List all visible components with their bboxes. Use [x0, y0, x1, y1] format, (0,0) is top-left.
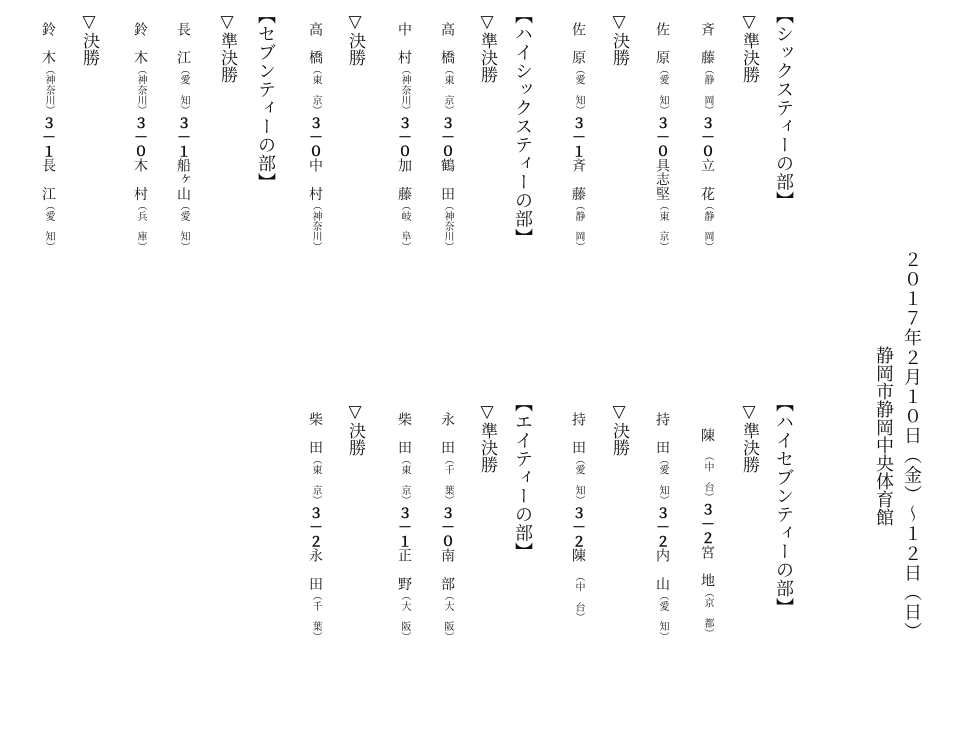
match-row: 長 江（愛 知）３－１船ヶ山（愛 知） [175, 22, 191, 252]
match-row: 鈴 木（神奈川）３－０木 村（兵 庫） [132, 22, 148, 252]
match-row: 持 田（愛 知）３－２陳 （中 台） [570, 412, 586, 623]
match-row: 柴 田（東 京）３－２永 田（千 葉） [307, 412, 323, 642]
match-row: 佐 原（愛 知）３－１斉 藤（静 岡） [570, 22, 586, 252]
match-row: 高 橋（東 京）３－０鶴 田（神奈川） [439, 22, 455, 252]
section-title-eighty: 【エイティーの部】 [512, 394, 533, 561]
match-row: 持 田（愛 知）３－２内 山（愛 知） [654, 412, 670, 642]
section-title-seventy: 【セブンティーの部】 [255, 6, 276, 191]
match-row: 永 田（千 葉）３－０南 部（大 阪） [439, 412, 455, 642]
match-row: 佐 原（愛 知）３－０具志堅（東 京） [654, 22, 670, 252]
event-date: ２０１７年２月１０日（金）～１２日（日） [901, 250, 922, 642]
event-venue: 静岡市静岡中央体育館 [873, 346, 894, 526]
match-row: 中 村（神奈川）３－０加 藤（岐 阜） [396, 22, 412, 252]
match-row: 斉 藤（静 岡）３－０立 花（静 岡） [699, 22, 715, 252]
match-row: 鈴 木（神奈川）３－１長 江（愛 知） [40, 22, 56, 252]
stage-semifinal: ▽準決勝 [477, 12, 497, 83]
stage-semifinal: ▽準決勝 [739, 12, 759, 83]
stage-final: ▽決勝 [609, 12, 629, 66]
stage-final: ▽決勝 [345, 402, 365, 456]
match-row: 高 橋（東 京）３－０中 村（神奈川） [307, 22, 323, 252]
section-title-high-seventy: 【ハイセブンティーの部】 [773, 394, 794, 616]
stage-semifinal: ▽準決勝 [739, 402, 759, 473]
match-row: 陳 （中 台）３－２宮 地（京 都） [699, 428, 715, 639]
stage-final: ▽決勝 [345, 12, 365, 66]
stage-final: ▽決勝 [609, 402, 629, 456]
stage-final: ▽決勝 [79, 12, 99, 66]
section-title-high-sixty: 【ハイシックスティーの部】 [512, 6, 533, 247]
match-row: 柴 田（東 京）３－１正 野（大 阪） [396, 412, 412, 642]
stage-semifinal: ▽準決勝 [217, 12, 237, 83]
stage-semifinal: ▽準決勝 [477, 402, 497, 473]
section-title-sixty: 【シックスティーの部】 [773, 6, 794, 210]
